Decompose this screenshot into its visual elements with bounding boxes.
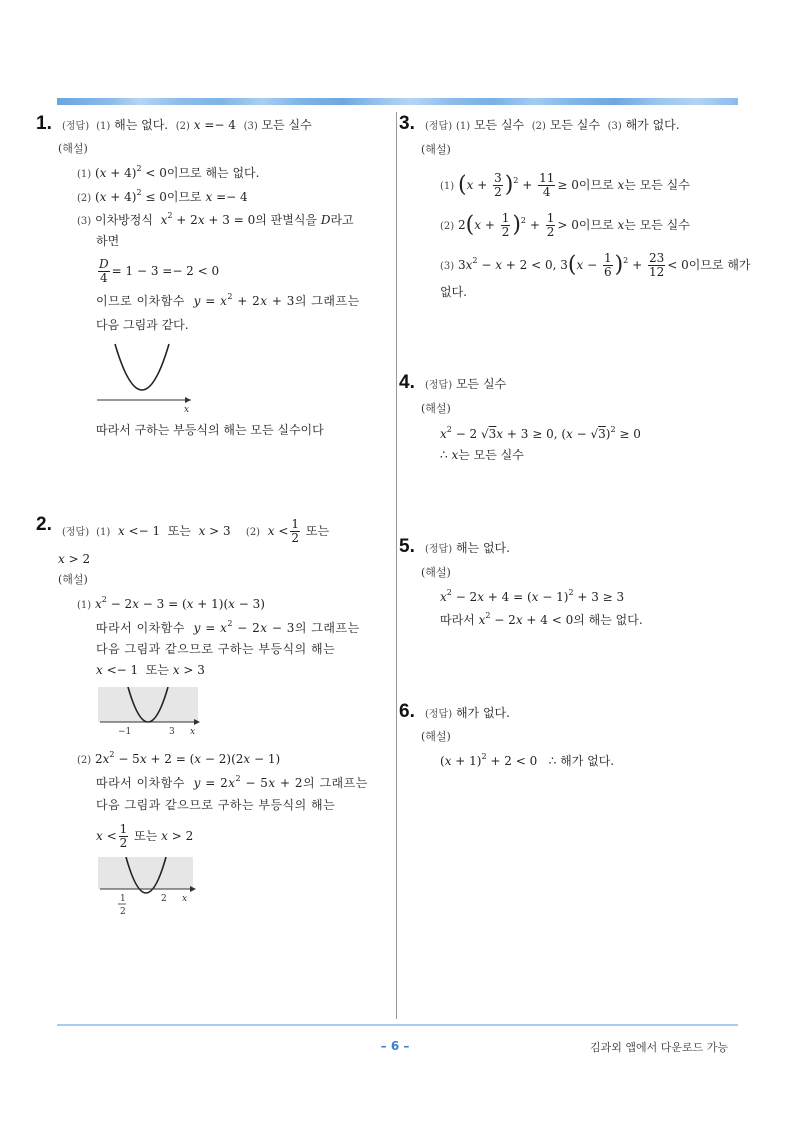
problem-number: 3. xyxy=(399,113,415,134)
explanation-line: 이므로 이차함수 $y = x^2 + 2x + 3$의 그래프는 xyxy=(96,292,360,308)
explanation-line: ∴ x는 모든 실수 xyxy=(440,448,524,462)
problem-number: 5. xyxy=(399,536,415,557)
answer-line: (정답) 해는 없다. xyxy=(425,541,510,555)
column-divider xyxy=(396,112,397,1019)
page-number: – 6 – xyxy=(380,1039,410,1053)
explanation-line: (2) $2x^2 - 5x + 2 = (x - 2)(2x - 1)$ xyxy=(77,750,281,766)
explanation-line: $x^2 - 2$ √3x + 3 ≥ 0, $(x - √3)^2 \ge 0$ xyxy=(440,425,641,441)
explanation-label: (해설) xyxy=(58,573,88,586)
footer-note: 김과외 앱에서 다운로드 가능 xyxy=(589,1041,728,1054)
svg-text:1: 1 xyxy=(120,894,126,904)
answer-line: (정답) (1) 모든 실수 (2) 모든 실수 (3) 해가 없다. xyxy=(425,118,680,132)
answer-line: (정답) 모든 실수 xyxy=(425,377,507,391)
parabola-graph-3 xyxy=(98,857,202,919)
explanation-line: (3) $3x^2 - x + 2 < 0$, 3(x − $\frac{1}{6}$ )$^2$ + $\frac{23}{12}$ < 0이므로 해가 xyxy=(440,251,751,279)
explanation-line: (1) (x + $\frac{3}{2}$ )$^2$ + $\frac{11}{4}$ ≥ 0이므로 x는 모든 실수 xyxy=(440,171,690,199)
explanation-line: 하면 xyxy=(96,234,120,248)
svg-text:x: x xyxy=(182,894,188,904)
explanation-line: 따라서 $x^2 - 2x + 4 < 0$의 해는 없다. xyxy=(440,611,643,627)
conclusion: 따라서 구하는 부등식의 해는 모든 실수이다 xyxy=(96,423,324,437)
explanation-label: (해설) xyxy=(421,143,451,156)
header-banner xyxy=(57,98,738,105)
answer-line: (정답) (1) x <− 1 또는 x > 3 (2) x < $\frac{1}{2}$ 또는 xyxy=(62,517,330,545)
explanation-line: (2) $(x + 4)^2 \le 0$이므로 x =− 4 xyxy=(77,188,248,204)
svg-text:2: 2 xyxy=(161,894,167,904)
explanation-line: 따라서 이차함수 $y = x^2 - 2x - 3$의 그래프는 xyxy=(96,619,360,635)
answer-line-cont: x > 2 xyxy=(58,552,91,566)
answer-label: (정답) xyxy=(62,121,90,132)
explanation-label: (해설) xyxy=(421,566,451,579)
svg-text:2: 2 xyxy=(120,907,126,917)
problem-number: 1. xyxy=(36,113,52,134)
parabola-graph-1 xyxy=(95,340,195,416)
explanation-line: (1) $(x + 4)^2 < 0$이므로 해는 없다. xyxy=(77,164,260,180)
explanation-label: (해설) xyxy=(58,142,88,155)
explanation-line: 다음 그림과 같으므로 구하는 부등식의 해는 xyxy=(96,798,336,812)
svg-text:x: x xyxy=(184,405,190,415)
answer-line: (정답) 해가 없다. xyxy=(425,706,510,720)
explanation-line: $(x + 1)^2 + 2 < 0$ ∴ 해가 없다. xyxy=(440,752,615,768)
footer-divider xyxy=(57,1024,738,1026)
explanation-label: (해설) xyxy=(421,730,451,743)
explanation-line: 없다. xyxy=(440,285,467,299)
svg-text:−1: −1 xyxy=(118,727,132,737)
answer-line: (정답) (1) 해는 없다. (2) x =− 4 (3) 모든 실수 xyxy=(62,118,312,132)
parabola-graph-2 xyxy=(98,687,202,737)
svg-text:x: x xyxy=(190,727,196,737)
explanation-line: x <− 1 또는 x > 3 xyxy=(96,663,205,677)
explanation-line: (1) $x^2 - 2x - 3 = (x + 1)(x - 3)$ xyxy=(77,595,265,611)
discriminant-formula: $\frac{D}{4}$ = 1 − 3 =− 2 < 0 xyxy=(99,257,220,285)
problem-number: 4. xyxy=(399,372,415,393)
explanation-line: x < $\frac{1}{2}$ 또는 x > 2 xyxy=(96,822,194,850)
explanation-label: (해설) xyxy=(421,402,451,415)
explanation-line: 따라서 이차함수 $y = 2x^2 - 5x + 2$의 그래프는 xyxy=(96,774,368,790)
explanation-line: (3) 이차방정식 $x^2 + 2x + 3 = 0$의 판별식을 D라고 xyxy=(77,211,354,227)
svg-text:3: 3 xyxy=(169,727,175,737)
problem-number: 2. xyxy=(36,514,52,535)
explanation-line: 다음 그림과 같으므로 구하는 부등식의 해는 xyxy=(96,642,336,656)
explanation-line: (2) 2(x + $\frac{1}{2}$ )$^2$ + $\frac{1}{2}$ > 0이므로 x는 모든 실수 xyxy=(440,211,690,239)
explanation-line: $x^2 - 2x + 4 = (x - 1)^2 + 3 \ge 3$ xyxy=(440,588,625,604)
explanation-line: 다음 그림과 같다. xyxy=(96,318,189,332)
problem-number: 6. xyxy=(399,701,415,722)
